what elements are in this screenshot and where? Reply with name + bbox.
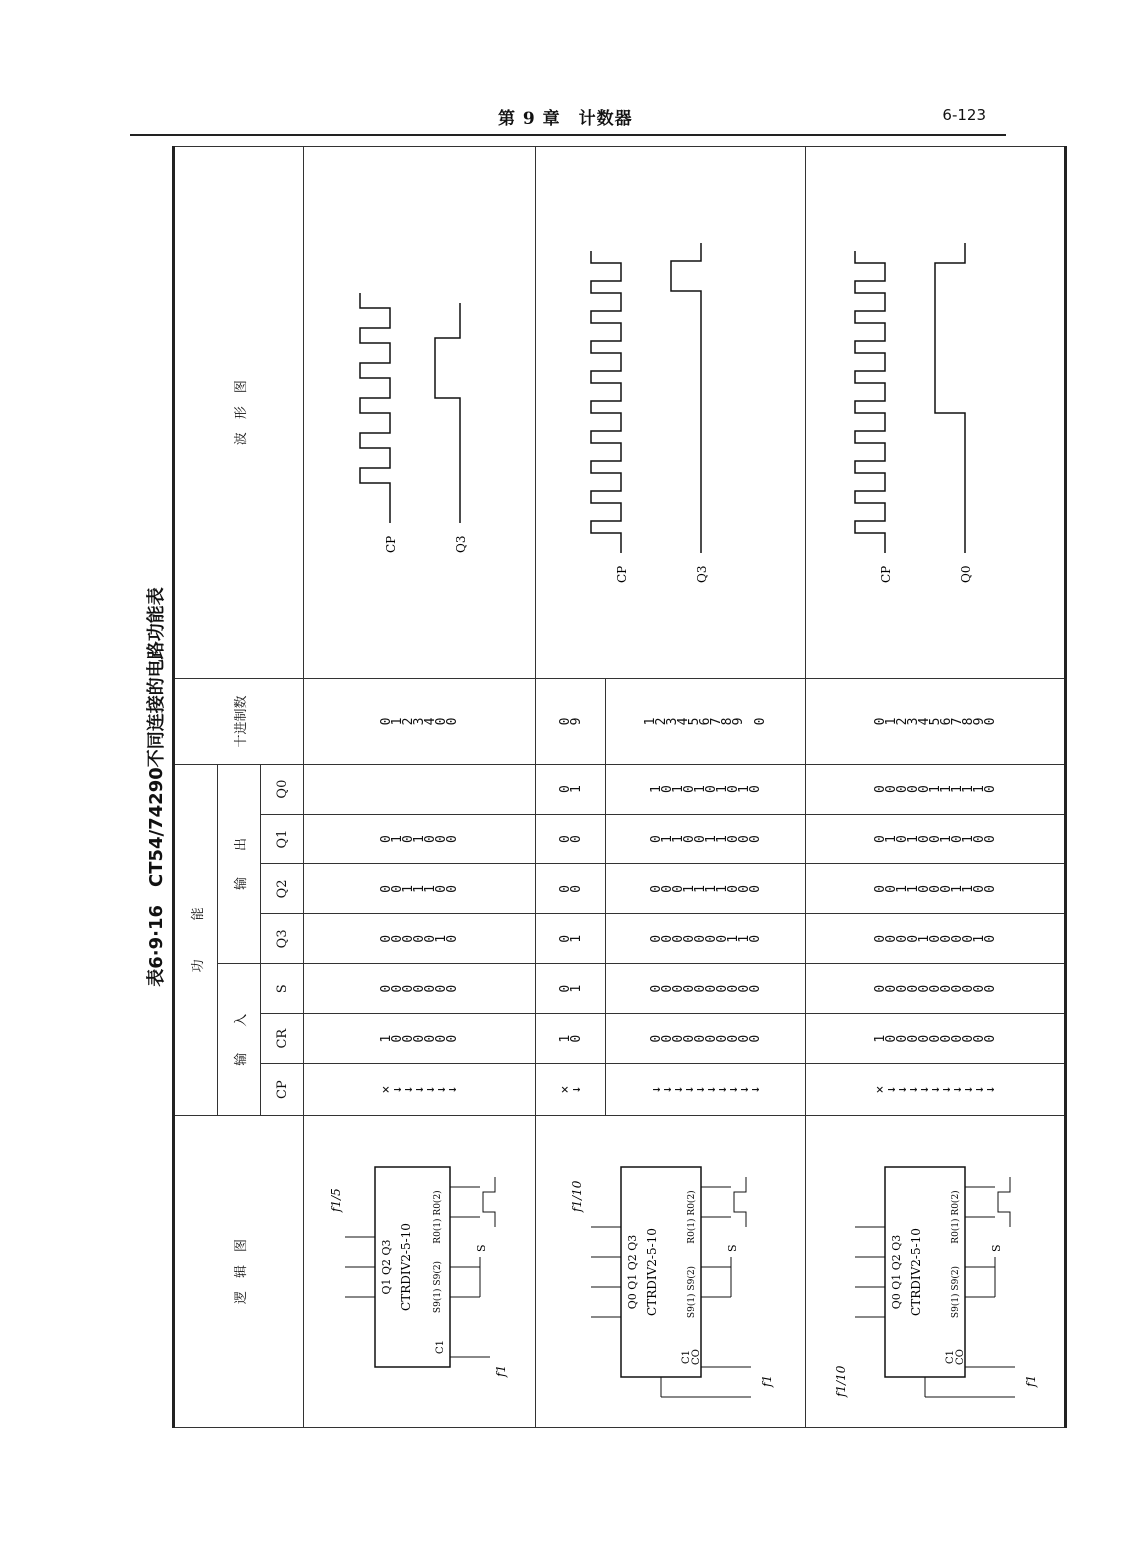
svg-text:C1: C1 — [945, 1349, 956, 1364]
svg-text:CTRDIV2-5-10: CTRDIV2-5-10 — [644, 1227, 659, 1316]
svg-text:f1: f1 — [759, 1374, 774, 1387]
svg-text:Q0 Q1 Q2 Q3: Q0 Q1 Q2 Q3 — [625, 1234, 639, 1309]
svg-text:CP: CP — [879, 565, 893, 583]
input-header: 输 入 — [218, 964, 261, 1116]
cr-header: CR — [261, 1014, 304, 1064]
chapter-title: 第 9 章 计数器 — [498, 109, 633, 129]
counter-chip-diagram — [315, 1127, 525, 1417]
waveform-graphic — [815, 163, 1055, 663]
svg-text:Q0: Q0 — [959, 565, 973, 583]
svg-text:R0(1) R0(2): R0(1) R0(2) — [951, 1189, 961, 1244]
s-col: 0 0 0 0 0 0 0 — [304, 964, 536, 1014]
svg-text:Q0 Q1 Q2 Q3: Q0 Q1 Q2 Q3 — [890, 1234, 903, 1309]
q3-col: 0 0 0 0 0 1 0 — [304, 914, 536, 964]
waveform-2 — [536, 147, 806, 679]
q2-header: Q2 — [261, 864, 304, 914]
table-row: CTRDIV2-5-10 Q0 Q1 Q2 Q3 C1 CO S9(1) S9(2) R0(1) R0(2) f1/10 f1 S × ↓ ↓ ↓ ↓ ↓ ↓ ↓ ↓ ↓ ↓ 1 0 0 0 0 0 0 0 0 0 0 0 0 0 0 0 0 0 0 0 0 0 0 0 0 0 1 0 0 0 0 1 0 0 0 1 1 0 0 0 1 1 0 0 0 1 0 1 0 0 1 0 1 0 0 0 0 0 0 0 1 1 1 1 1 0 0 1 2 3 4 5 6 7 8 9 0 CP Q0 — [806, 147, 1066, 1428]
svg-text:f1: f1 — [493, 1364, 508, 1377]
function-table — [172, 146, 1067, 1428]
cp-col: × ↓ ↓ ↓ ↓ ↓ ↓ — [304, 1064, 536, 1116]
counter-chip-diagram — [551, 1127, 791, 1417]
table-row — [304, 147, 536, 1428]
q1-header: Q1 — [261, 814, 304, 864]
svg-text:C1: C1 — [680, 1349, 692, 1364]
svg-text:S: S — [474, 1244, 488, 1252]
svg-text:Q1 Q2 Q3: Q1 Q2 Q3 — [379, 1239, 393, 1295]
svg-text:f1/10: f1/10 — [569, 1180, 584, 1212]
svg-text:CTRDIV2-5-10: CTRDIV2-5-10 — [909, 1227, 923, 1316]
svg-text:S: S — [725, 1244, 739, 1252]
waveform-graphic — [310, 163, 530, 663]
svg-text:S9(1) S9(2): S9(1) S9(2) — [432, 1260, 443, 1313]
svg-text:Q3: Q3 — [453, 535, 468, 553]
page-number: 6-123 — [942, 106, 986, 124]
waveform-header: 波 形 图 — [174, 147, 304, 679]
q0-header: Q0 — [261, 764, 304, 814]
svg-text:R0(1) R0(2): R0(1) R0(2) — [686, 1189, 697, 1244]
svg-text:S9(1) S9(2): S9(1) S9(2) — [686, 1265, 697, 1318]
cp-header: CP — [261, 1064, 304, 1116]
chip-label: CTRDIV2-5-10 — [398, 1222, 413, 1311]
page-header — [130, 100, 1006, 136]
svg-text:S9(1) S9(2): S9(1) S9(2) — [951, 1265, 961, 1318]
logic-diagram-2 — [536, 1116, 806, 1428]
svg-text:CP: CP — [614, 565, 629, 583]
table-row: CTRDIV2-5-10 Q0 Q1 Q2 Q3 C1 CO S9(1) S9(2) R0(1) R0(2) f1/10 f1 S × ↓ 1 0 0 1 0 1 0 0 0 0 0 1 0 9 CP Q3 — [536, 147, 606, 1428]
waveform-1 — [304, 147, 536, 679]
decimal-header: 十进制数 — [174, 679, 304, 764]
svg-text:CO: CO — [955, 1348, 966, 1365]
waveform-3 — [806, 147, 1066, 679]
logic-header: 逻 辑 图 — [174, 1116, 304, 1428]
q1-col: 0 1 0 1 0 0 0 — [304, 814, 536, 864]
counter-chip-diagram — [815, 1127, 1055, 1417]
s-header: S — [261, 964, 304, 1014]
svg-text:S: S — [990, 1244, 1003, 1252]
svg-text:CP: CP — [383, 535, 398, 553]
rotated-table-region — [142, 146, 1038, 1428]
table-row: ↓ ↓ ↓ ↓ ↓ ↓ ↓ ↓ ↓ ↓ 0 0 0 0 0 0 0 0 0 0 0 0 0 0 0 0 0 0 0 0 0 0 0 0 0 0 0 1 1 0 0 0 0 1 1 1 1 0 0 0 0 1 1 0 0 1 1 0 0 0 1 0 1 0 1 0 1 0 1 0 1 2 3 4 5 6 7 8 9 0 — [606, 147, 806, 1428]
svg-text:f1: f1 — [1024, 1374, 1038, 1387]
svg-text:Q3: Q3 — [694, 565, 709, 583]
svg-text:CO: CO — [690, 1348, 702, 1365]
svg-text:f1/5: f1/5 — [328, 1187, 343, 1212]
q0-col — [304, 764, 536, 814]
cr-col: 1 0 0 0 0 0 0 — [304, 1014, 536, 1064]
logic-diagram-1 — [304, 1116, 536, 1428]
output-header: 输 出 — [218, 764, 261, 964]
svg-text:f1/10: f1/10 — [834, 1365, 848, 1397]
waveform-graphic — [551, 163, 791, 663]
logic-diagram-3 — [806, 1116, 1066, 1428]
svg-text:R0(1) R0(2): R0(1) R0(2) — [432, 1189, 443, 1244]
svg-text:C1: C1 — [434, 1339, 446, 1354]
decimal-col: 0 1 2 3 4 0 0 — [304, 679, 536, 764]
q3-header: Q3 — [261, 914, 304, 964]
function-header: 功 能 — [174, 764, 218, 1115]
q2-col: 0 0 1 1 1 0 0 — [304, 864, 536, 914]
table-caption: 表6·9·16 CT54/74290不同连接的电路功能表 — [146, 587, 167, 987]
